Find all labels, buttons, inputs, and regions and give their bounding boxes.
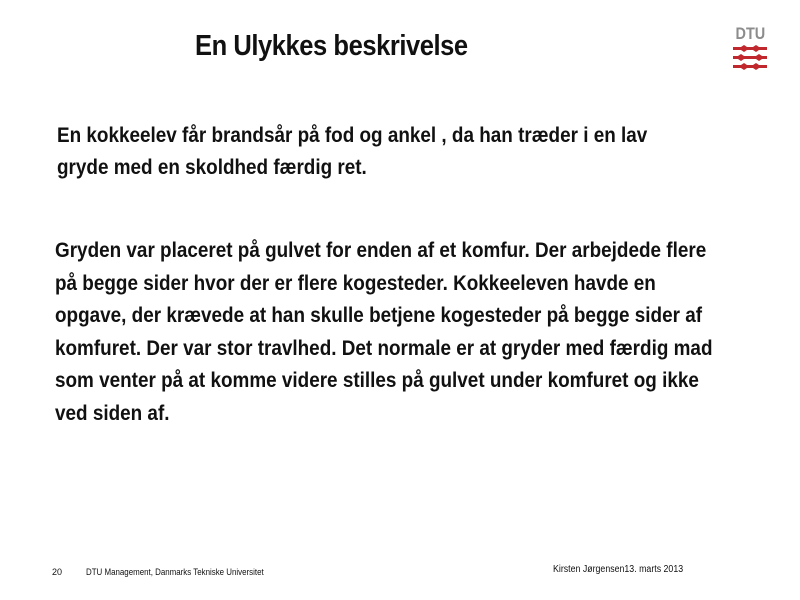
dtu-logo-text: DTU (735, 24, 766, 43)
footer-author-date: Kirsten Jørgensen13. marts 2013 (553, 564, 684, 575)
intro-paragraph: En kokkeelev får brandsår på fod og ankel , da han træder i en lav gryde med en skoldhed færdig ret. (57, 124, 648, 179)
dtu-logo (733, 25, 767, 71)
body-paragraph: Gryden var placeret på gulvet for enden af et komfur. Der arbejdede flere på begge sider hvor der er flere kogesteder. Kokkeeleven havde en opgave, der krævede at han skulle betjene kogesteder på begge sider af komfuret. Der var stor travlhed. Det normale er at gryder med færdig mad som venter på at komme videre stilles på gulvet under komfuret og ikke ved siden af. (55, 239, 713, 425)
slide-title: En Ulykkes beskrivelse (195, 30, 468, 62)
dtu-logo-icon (733, 45, 767, 71)
page-number: 20 (52, 567, 63, 577)
footer-organization: DTU Management, Danmarks Tekniske Universitet (86, 567, 264, 577)
